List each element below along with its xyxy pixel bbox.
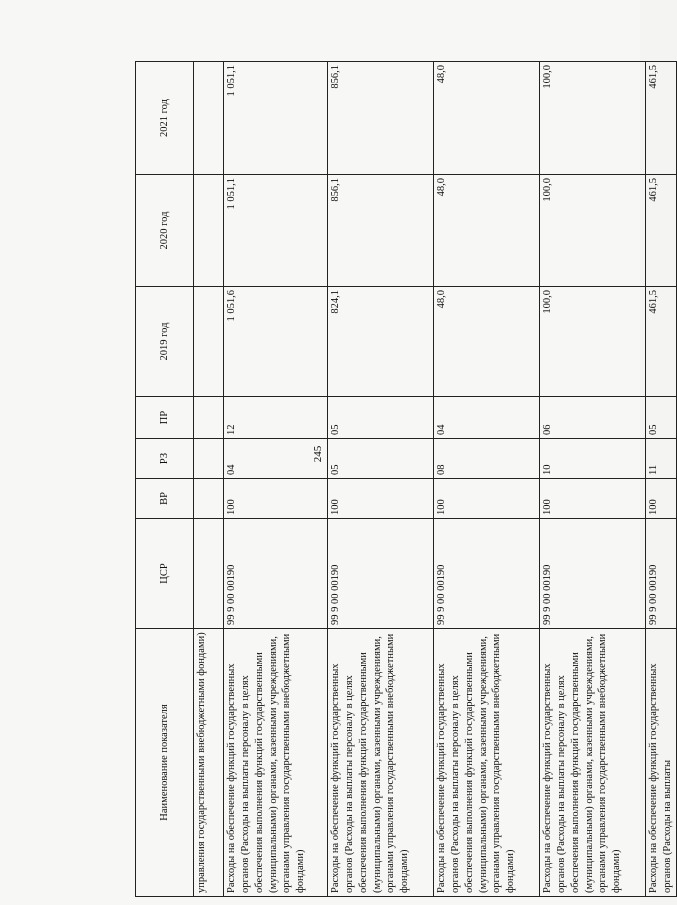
row-rz: 08 <box>434 439 540 479</box>
rotated-table <box>135 62 673 897</box>
table-row <box>328 62 434 897</box>
row-name: Расходы на обеспечение функций государственных органов (Расходы на выплаты персоналу в целях обеспечения выполнения функций государственными (муниципальными) органами, казенными учреждениями, органами управления государственными внебюджетными фондами) <box>328 629 434 897</box>
budget-table <box>135 61 677 897</box>
table-row <box>434 62 540 897</box>
row-2020: 1 051,1 <box>224 175 328 287</box>
row-rz: 04 <box>224 439 328 479</box>
row-2019: 461,5 <box>646 287 677 397</box>
row-name: Расходы на обеспечение функций государственных органов (Расходы на выплаты персоналу в целях обеспечения выполнения функций государственными (муниципальными) органами, казенными учреждениями, органами управления государственными внебюджетными фондами) <box>224 629 328 897</box>
header-2021: 2021 год <box>136 62 194 175</box>
row-2019: 1 051,6 <box>224 287 328 397</box>
row-rz: 05 <box>328 439 434 479</box>
page-number: 245 <box>312 445 324 463</box>
budget-table-container <box>135 62 673 897</box>
row-csr: 99 9 00 00190 <box>224 519 328 629</box>
row-csr: 99 9 00 00190 <box>328 519 434 629</box>
header-row <box>136 62 194 897</box>
row-csr: 99 9 00 00190 <box>434 519 540 629</box>
header-csr: ЦСР <box>136 519 194 629</box>
row-2019: 824,1 <box>328 287 434 397</box>
row-name: Расходы на обеспечение функций государственных органов (Расходы на выплаты персоналу в целях обеспечения выполнения функций государственными (муниципальными) органами, казенными учреждениями, органами управления государственными внебюджетными фондами) <box>434 629 540 897</box>
row-rz: 10 <box>540 439 646 479</box>
row-name: Расходы на обеспечение функций государственных органов (Расходы на выплаты персоналу в целях обеспечения выполнения функций государственными (муниципальными) органами, казенными учреждениями, органами управления государственными внебюджетными фондами) <box>540 629 646 897</box>
row-2019: 100,0 <box>540 287 646 397</box>
row-2020: 48,0 <box>434 175 540 287</box>
row-2021: 100,0 <box>540 62 646 175</box>
row-vr: 100 <box>646 479 677 519</box>
table-row <box>646 62 677 897</box>
row-2021: 48,0 <box>434 62 540 175</box>
header-pr: ПР <box>136 397 194 439</box>
row-2021: 461,5 <box>646 62 677 175</box>
header-name: Наименование показателя <box>136 629 194 897</box>
row-2021: 856,1 <box>328 62 434 175</box>
row-vr: 100 <box>540 479 646 519</box>
header-2020: 2020 год <box>136 175 194 287</box>
row-2021: 1 051,1 <box>224 62 328 175</box>
row-pr: 05 <box>646 397 677 439</box>
row-vr: 100 <box>224 479 328 519</box>
continuation-name: управления государственными внебюджетными фондами) <box>194 629 224 897</box>
row-2020: 461,5 <box>646 175 677 287</box>
row-pr: 05 <box>328 397 434 439</box>
table-row <box>224 62 328 897</box>
row-rz: 11 <box>646 439 677 479</box>
row-pr: 04 <box>434 397 540 439</box>
table-row <box>540 62 646 897</box>
header-rz: РЗ <box>136 439 194 479</box>
row-csr: 99 9 00 00190 <box>540 519 646 629</box>
header-2019: 2019 год <box>136 287 194 397</box>
row-pr: 06 <box>540 397 646 439</box>
row-vr: 100 <box>328 479 434 519</box>
header-vr: ВР <box>136 479 194 519</box>
row-vr: 100 <box>434 479 540 519</box>
row-2019: 48,0 <box>434 287 540 397</box>
row-name: Расходы на обеспечение функций государственных органов (Расходы на выплаты <box>646 629 677 897</box>
row-csr: 99 9 00 00190 <box>646 519 677 629</box>
row-pr: 12 <box>224 397 328 439</box>
row-2020: 856,1 <box>328 175 434 287</box>
row-2020: 100,0 <box>540 175 646 287</box>
continuation-row <box>194 62 224 897</box>
